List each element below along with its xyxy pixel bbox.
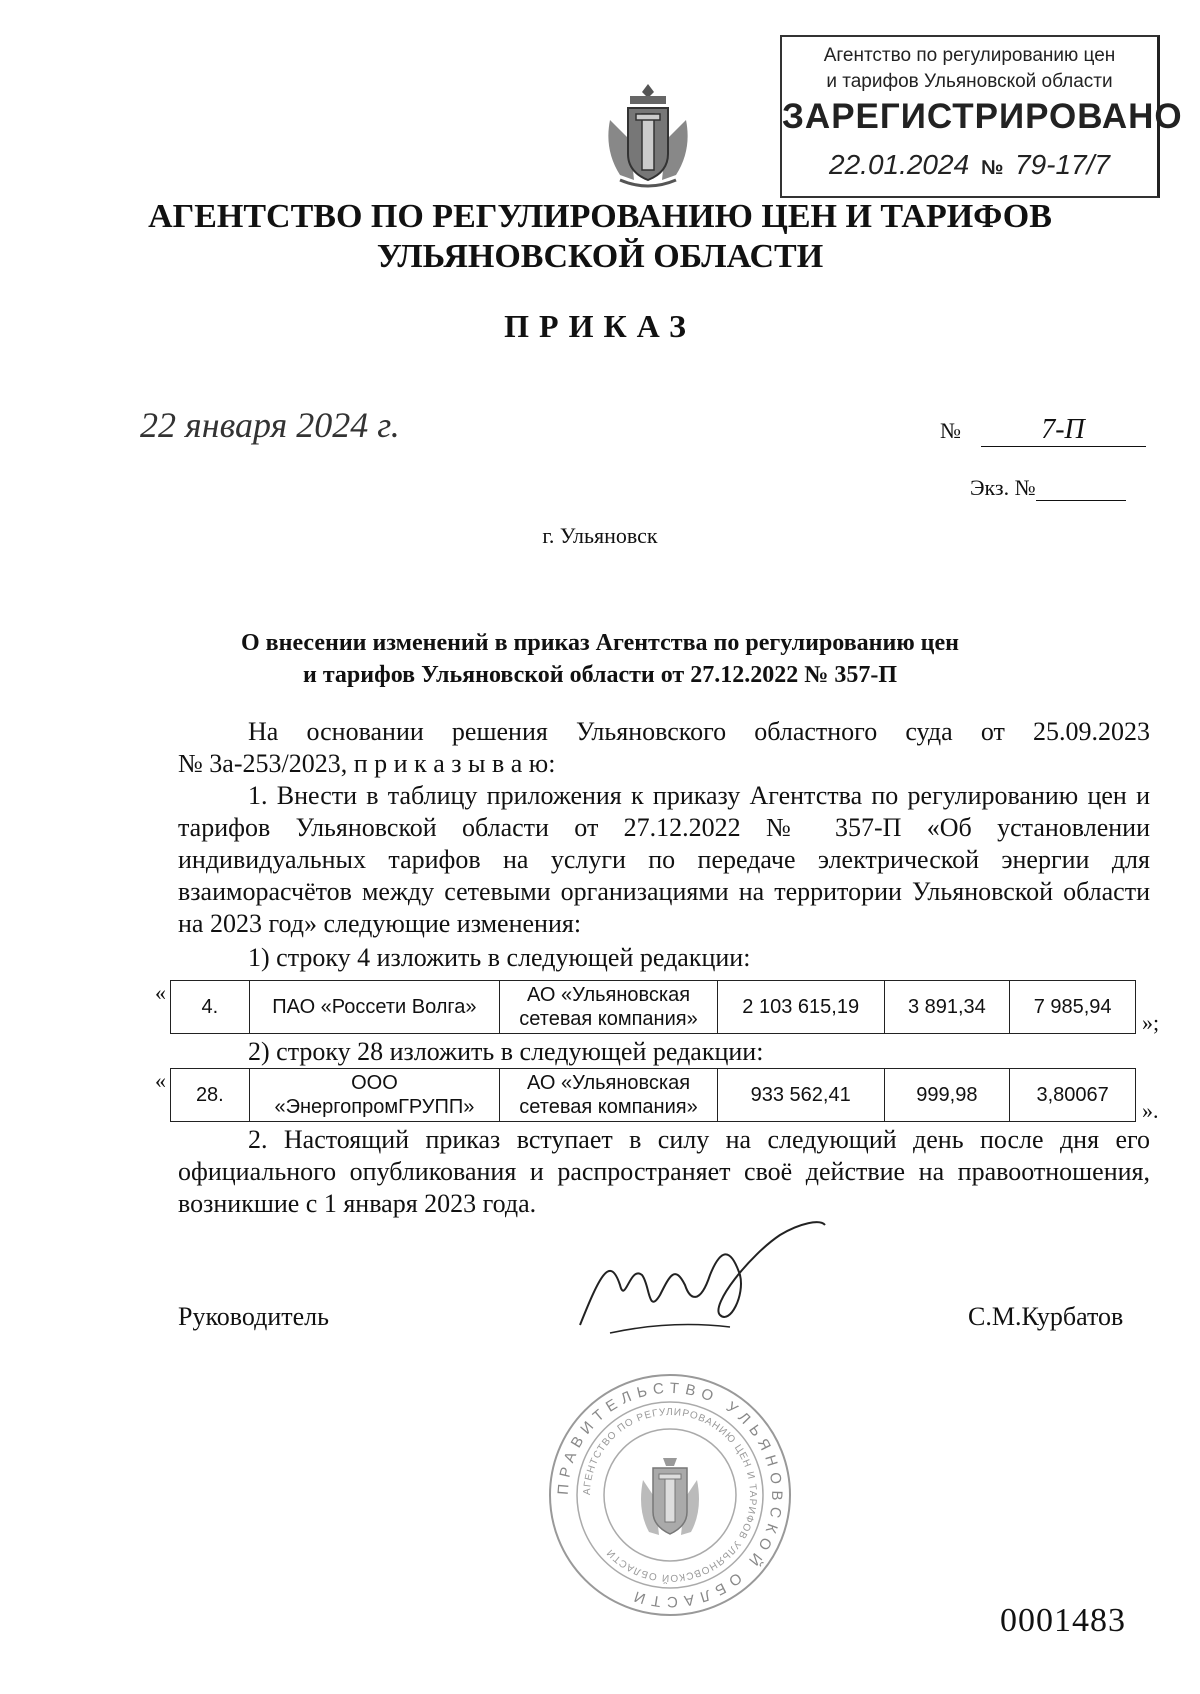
counterparty: АО «Ульяновская сетевая компания» — [500, 981, 718, 1034]
item-1-text: 1. Внести в таблицу приложения к приказу Агентства по регулированию цен и тарифов Ульяновской области от 27.12.2022 № 357-П «Об установлении индивидуальных тарифов на услуги по передаче электрической энергии для взаиморасчётов между сетевыми организациями на территории Ульяновской области на 2023 год» следующие изменения: — [178, 781, 1150, 938]
table-row-28 — [170, 1068, 1136, 1122]
stamp-line-1: Агентство по регулированию цен — [823, 45, 1116, 66]
stamp-line-2: и тарифов Ульяновской области — [826, 71, 1113, 92]
value-3: 7 985,94 — [1010, 981, 1136, 1034]
agency-title-line-1: АГЕНТСТВО ПО РЕГУЛИРОВАНИЮ ЦЕН И ТАРИФОВ — [148, 198, 1052, 235]
seal-inner-text: АГЕНТСТВО ПО РЕГУЛИРОВАНИЮ ЦЕН И ТАРИФОВ УЛЬЯНОВСКОЙ ОБЛАСТИ — [581, 1406, 759, 1584]
intro-line-1: На основании решения Ульяновского областного суда от 25.09.2023 — [248, 717, 1150, 746]
sub-item-2: 2) строку 28 изложить в следующей редакции: — [248, 1037, 764, 1066]
handwritten-date: 22 января 2024 г. — [140, 405, 400, 445]
item-2-text: 2. Настоящий приказ вступает в силу на следующий день после дня его официального опубликования и распространяет своё действие на правоотношения, возникшие с 1 января 2023 года. — [178, 1125, 1150, 1218]
close-quote-row-4: »; — [1142, 1010, 1160, 1035]
stamp-reg-line — [792, 149, 1147, 181]
open-quote-row-4: « — [155, 980, 166, 1005]
document-type: ПРИКАЗ — [504, 308, 696, 344]
coat-of-arms-icon — [600, 80, 696, 190]
agency-title — [100, 197, 1100, 277]
document-serial-number: 0001483 — [1000, 1602, 1126, 1639]
city: г. Ульяновск — [542, 523, 658, 548]
copy-number-label: Экз. № — [970, 475, 1036, 500]
value-1: 933 562,41 — [717, 1069, 884, 1122]
sub-item-1: 1) строку 4 изложить в следующей редакции: — [248, 943, 751, 972]
agency-title-line-2: УЛЬЯНОВСКОЙ ОБЛАСТИ — [376, 238, 824, 275]
document-heading-line-2: и тарифов Ульяновской области от 27.12.2022 № 357-П — [303, 662, 897, 688]
item-1-paragraph — [178, 780, 1150, 940]
counterparty: АО «Ульяновская сетевая компания» — [500, 1069, 718, 1122]
item-2-paragraph — [178, 1124, 1150, 1220]
intro-line-2: № 3а-253/2023, п р и к а з ы в а ю: — [178, 749, 556, 778]
open-quote-row-28: « — [155, 1068, 166, 1093]
organization: ПАО «Россети Волга» — [249, 981, 499, 1034]
organization: ООО «ЭнергопромГРУПП» — [249, 1069, 499, 1122]
order-number-row — [940, 414, 1146, 447]
copy-number-row — [970, 475, 1126, 501]
table-row — [171, 981, 1136, 1034]
signatory-name: С.М.Курбатов — [968, 1302, 1124, 1331]
seal-outer-text: ПРАВИТЕЛЬСТВО УЛЬЯНОВСКОЙ ОБЛАСТИ — [554, 1379, 786, 1611]
close-quote-row-28: ». — [1142, 1098, 1159, 1123]
value-3: 3,80067 — [1010, 1069, 1136, 1122]
row-number: 28. — [171, 1069, 250, 1122]
order-number-label: № — [940, 418, 961, 443]
stamp-date: 22.01.2024 — [829, 149, 970, 180]
row-number: 4. — [171, 981, 250, 1034]
stamp-number-label: № — [980, 157, 1004, 179]
official-seal — [545, 1370, 795, 1620]
value-2: 999,98 — [884, 1069, 1010, 1122]
order-number-value: 7-П — [981, 414, 1146, 447]
intro-paragraph — [178, 716, 1150, 780]
registration-stamp — [780, 35, 1183, 198]
value-1: 2 103 615,19 — [717, 981, 884, 1034]
document-heading — [100, 627, 1100, 691]
stamp-status: ЗАРЕГИСТРИРОВАНО — [782, 97, 1183, 136]
signatory-role: Руководитель — [178, 1302, 329, 1331]
stamp-number: 79-17/7 — [1015, 149, 1110, 180]
table-row-4 — [170, 980, 1136, 1034]
handwritten-signature — [570, 1215, 830, 1345]
value-2: 3 891,34 — [884, 981, 1010, 1034]
table-row — [171, 1069, 1136, 1122]
copy-number-blank — [1036, 480, 1126, 501]
seal-emblem-icon — [641, 1458, 699, 1535]
document-heading-line-1: О внесении изменений в приказ Агентства по регулированию цен — [241, 630, 959, 656]
